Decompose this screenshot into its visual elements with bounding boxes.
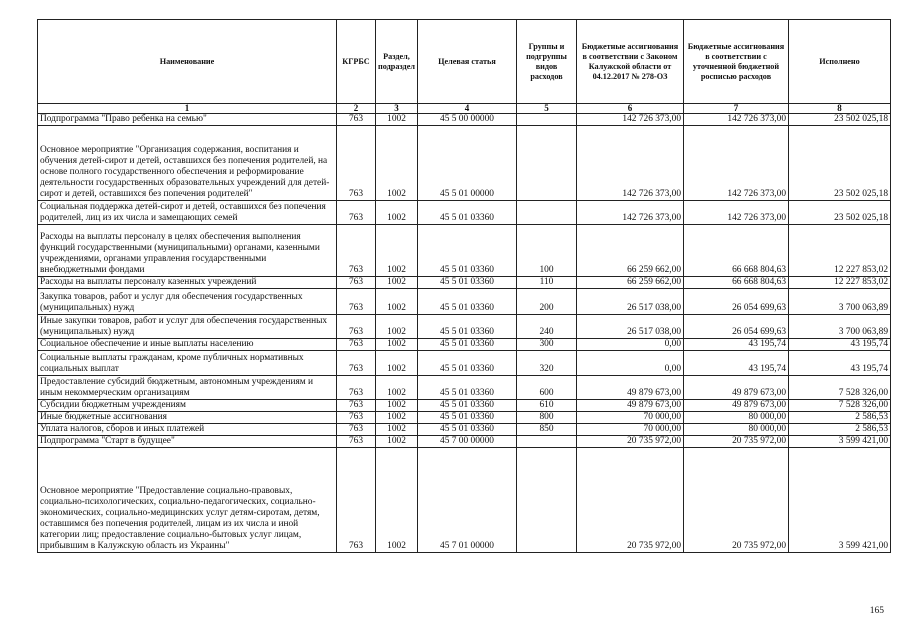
- row-law-allocation: 142 726 373,00: [577, 126, 684, 201]
- column-number: 2: [337, 104, 376, 114]
- row-target-article: 45 5 01 03360: [418, 225, 517, 277]
- row-executed: 12 227 853,02: [789, 277, 891, 289]
- table-row: [38, 114, 891, 126]
- row-law-allocation: 66 259 662,00: [577, 277, 684, 289]
- row-law-allocation: 66 259 662,00: [577, 225, 684, 277]
- row-executed: 23 502 025,18: [789, 126, 891, 201]
- page-number: 165: [869, 606, 884, 616]
- row-target-article: 45 5 01 03360: [418, 412, 517, 424]
- row-revised-allocation: 142 726 373,00: [684, 201, 789, 225]
- row-kgrbs: 763: [337, 436, 376, 448]
- row-target-article: 45 5 01 03360: [418, 376, 517, 400]
- row-revised-allocation: 142 726 373,00: [684, 114, 789, 126]
- row-section: 1002: [376, 351, 418, 376]
- row-kgrbs: 763: [337, 400, 376, 412]
- row-law-allocation: 0,00: [577, 351, 684, 376]
- row-section: 1002: [376, 400, 418, 412]
- row-section: 1002: [376, 448, 418, 553]
- row-expense-type: [517, 448, 577, 553]
- table-row: [38, 315, 891, 339]
- table-row: [38, 424, 891, 436]
- row-executed: 3 700 063,89: [789, 315, 891, 339]
- row-kgrbs: 763: [337, 351, 376, 376]
- row-expense-type: 800: [517, 412, 577, 424]
- row-executed: 2 586,53: [789, 412, 891, 424]
- row-section: 1002: [376, 376, 418, 400]
- header-executed: Исполнено: [789, 20, 891, 104]
- header-section: Раздел, подраздел: [376, 20, 418, 104]
- column-number: 4: [418, 104, 517, 114]
- row-target-article: 45 5 01 00000: [418, 126, 517, 201]
- row-revised-allocation: 80 000,00: [684, 412, 789, 424]
- row-target-article: 45 5 01 03360: [418, 289, 517, 315]
- row-executed: 2 586,53: [789, 424, 891, 436]
- header-target-article: Целевая статья: [418, 20, 517, 104]
- row-section: 1002: [376, 436, 418, 448]
- column-number: 7: [684, 104, 789, 114]
- row-target-article: 45 5 00 00000: [418, 114, 517, 126]
- row-revised-allocation: 49 879 673,00: [684, 376, 789, 400]
- row-section: 1002: [376, 424, 418, 436]
- table-body: [38, 114, 891, 553]
- row-name: Иные закупки товаров, работ и услуг для обеспечения государственных (муниципальных) нужд: [38, 315, 337, 339]
- row-law-allocation: 49 879 673,00: [577, 400, 684, 412]
- column-number: 1: [38, 104, 337, 114]
- row-target-article: 45 5 01 03360: [418, 201, 517, 225]
- table-row: [38, 289, 891, 315]
- row-law-allocation: 0,00: [577, 339, 684, 351]
- row-revised-allocation: 66 668 804,63: [684, 225, 789, 277]
- row-target-article: 45 7 01 00000: [418, 448, 517, 553]
- table-row: [38, 351, 891, 376]
- row-law-allocation: 142 726 373,00: [577, 201, 684, 225]
- row-name: Предоставление субсидий бюджетным, автономным учреждениям и иным некоммерческим организациям: [38, 376, 337, 400]
- row-kgrbs: 763: [337, 277, 376, 289]
- row-section: 1002: [376, 126, 418, 201]
- row-executed: 7 528 326,00: [789, 376, 891, 400]
- row-kgrbs: 763: [337, 412, 376, 424]
- row-target-article: 45 5 01 03360: [418, 424, 517, 436]
- row-revised-allocation: 43 195,74: [684, 351, 789, 376]
- header-row: [38, 20, 891, 104]
- row-target-article: 45 5 01 03360: [418, 400, 517, 412]
- row-law-allocation: 49 879 673,00: [577, 376, 684, 400]
- table-row: [38, 201, 891, 225]
- row-section: 1002: [376, 201, 418, 225]
- row-expense-type: [517, 114, 577, 126]
- table-row: [38, 339, 891, 351]
- row-section: 1002: [376, 412, 418, 424]
- row-executed: 12 227 853,02: [789, 225, 891, 277]
- row-name: Социальное обеспечение и иные выплаты населению: [38, 339, 337, 351]
- row-law-allocation: 142 726 373,00: [577, 114, 684, 126]
- row-section: 1002: [376, 114, 418, 126]
- row-target-article: 45 5 01 03360: [418, 277, 517, 289]
- row-law-allocation: 20 735 972,00: [577, 436, 684, 448]
- row-revised-allocation: 26 054 699,63: [684, 289, 789, 315]
- row-kgrbs: 763: [337, 315, 376, 339]
- row-executed: 7 528 326,00: [789, 400, 891, 412]
- row-kgrbs: 763: [337, 289, 376, 315]
- column-number-row: [38, 104, 891, 114]
- row-revised-allocation: 20 735 972,00: [684, 448, 789, 553]
- row-section: 1002: [376, 277, 418, 289]
- table-row: [38, 436, 891, 448]
- row-kgrbs: 763: [337, 424, 376, 436]
- row-section: 1002: [376, 315, 418, 339]
- table-row: [38, 412, 891, 424]
- header-revised-allocation: Бюджетные ассигнования в соответствии с уточненной бюджетной росписью расходов: [684, 20, 789, 104]
- row-section: 1002: [376, 289, 418, 315]
- row-name: Социальная поддержка детей-сирот и детей, оставшихся без попечения родителей, лиц из их числа и замещающих семей: [38, 201, 337, 225]
- row-executed: 23 502 025,18: [789, 201, 891, 225]
- row-name: Закупка товаров, работ и услуг для обеспечения государственных (муниципальных) нужд: [38, 289, 337, 315]
- header-law-allocation: Бюджетные ассигнования в соответствии с Законом Калужской области от 04.12.2017 № 278-ОЗ: [577, 20, 684, 104]
- row-name: Подпрограмма "Старт в будущее": [38, 436, 337, 448]
- table-row: [38, 126, 891, 201]
- row-expense-type: [517, 126, 577, 201]
- row-expense-type: 600: [517, 376, 577, 400]
- table-row: [38, 400, 891, 412]
- row-kgrbs: 763: [337, 448, 376, 553]
- row-revised-allocation: 66 668 804,63: [684, 277, 789, 289]
- row-expense-type: 110: [517, 277, 577, 289]
- row-revised-allocation: 80 000,00: [684, 424, 789, 436]
- row-expense-type: 300: [517, 339, 577, 351]
- row-expense-type: 320: [517, 351, 577, 376]
- column-number: 3: [376, 104, 418, 114]
- row-law-allocation: 26 517 038,00: [577, 315, 684, 339]
- column-number: 8: [789, 104, 891, 114]
- row-executed: 23 502 025,18: [789, 114, 891, 126]
- row-kgrbs: 763: [337, 126, 376, 201]
- row-executed: 43 195,74: [789, 339, 891, 351]
- row-section: 1002: [376, 225, 418, 277]
- header-expense-type: Группы и подгруппы видов расходов: [517, 20, 577, 104]
- row-revised-allocation: 43 195,74: [684, 339, 789, 351]
- row-name: Субсидии бюджетным учреждениям: [38, 400, 337, 412]
- row-law-allocation: 70 000,00: [577, 424, 684, 436]
- row-revised-allocation: 49 879 673,00: [684, 400, 789, 412]
- row-name: Социальные выплаты гражданам, кроме публичных нормативных социальных выплат: [38, 351, 337, 376]
- row-section: 1002: [376, 339, 418, 351]
- budget-execution-table: [37, 19, 891, 553]
- row-name: Основное мероприятие "Предоставление социально-правовых, социально-психологических, социально-педагогических, социально-экономических, социально-медицинских услуг детям-сиротам, детям, оставшимся без попечения родителей, лицам из их числа и иной категории лиц; предоставление социально-бытовых услуг лицам, прибывшим в Калужскую область из Украины": [38, 448, 337, 553]
- row-target-article: 45 5 01 03360: [418, 351, 517, 376]
- row-revised-allocation: 20 735 972,00: [684, 436, 789, 448]
- row-kgrbs: 763: [337, 201, 376, 225]
- row-expense-type: [517, 201, 577, 225]
- row-kgrbs: 763: [337, 339, 376, 351]
- row-expense-type: 100: [517, 225, 577, 277]
- row-expense-type: 200: [517, 289, 577, 315]
- row-law-allocation: 26 517 038,00: [577, 289, 684, 315]
- row-name: Уплата налогов, сборов и иных платежей: [38, 424, 337, 436]
- column-number: 6: [577, 104, 684, 114]
- row-target-article: 45 7 00 00000: [418, 436, 517, 448]
- row-executed: 3 599 421,00: [789, 448, 891, 553]
- row-expense-type: 610: [517, 400, 577, 412]
- row-target-article: 45 5 01 03360: [418, 315, 517, 339]
- row-law-allocation: 20 735 972,00: [577, 448, 684, 553]
- row-expense-type: 850: [517, 424, 577, 436]
- row-expense-type: 240: [517, 315, 577, 339]
- row-kgrbs: 763: [337, 225, 376, 277]
- row-name: Основное мероприятие "Организация содержания, воспитания и обучения детей-сирот и детей, оставшихся без попечения родителей, на основе полного государственного обеспечения и реформирование деятельности государственных образовательных учреждений для детей-сирот и детей, оставшихся без попечения родителей": [38, 126, 337, 201]
- row-expense-type: [517, 436, 577, 448]
- table-row: [38, 376, 891, 400]
- table-row: [38, 448, 891, 553]
- row-name: Подпрограмма "Право ребенка на семью": [38, 114, 337, 126]
- column-number: 5: [517, 104, 577, 114]
- table-row: [38, 277, 891, 289]
- row-revised-allocation: 142 726 373,00: [684, 126, 789, 201]
- row-target-article: 45 5 01 03360: [418, 339, 517, 351]
- row-name: Расходы на выплаты персоналу казенных учреждений: [38, 277, 337, 289]
- row-kgrbs: 763: [337, 114, 376, 126]
- header-kgrbs: КГРБС: [337, 20, 376, 104]
- row-name: Иные бюджетные ассигнования: [38, 412, 337, 424]
- row-name: Расходы на выплаты персоналу в целях обеспечения выполнения функций государственными (муниципальными) органами, казенными учреждениями, органами управления государственными внебюджетными фондами: [38, 225, 337, 277]
- header-name: Наименование: [38, 20, 337, 104]
- table-row: [38, 225, 891, 277]
- row-executed: 43 195,74: [789, 351, 891, 376]
- row-law-allocation: 70 000,00: [577, 412, 684, 424]
- row-executed: 3 700 063,89: [789, 289, 891, 315]
- row-kgrbs: 763: [337, 376, 376, 400]
- row-revised-allocation: 26 054 699,63: [684, 315, 789, 339]
- row-executed: 3 599 421,00: [789, 436, 891, 448]
